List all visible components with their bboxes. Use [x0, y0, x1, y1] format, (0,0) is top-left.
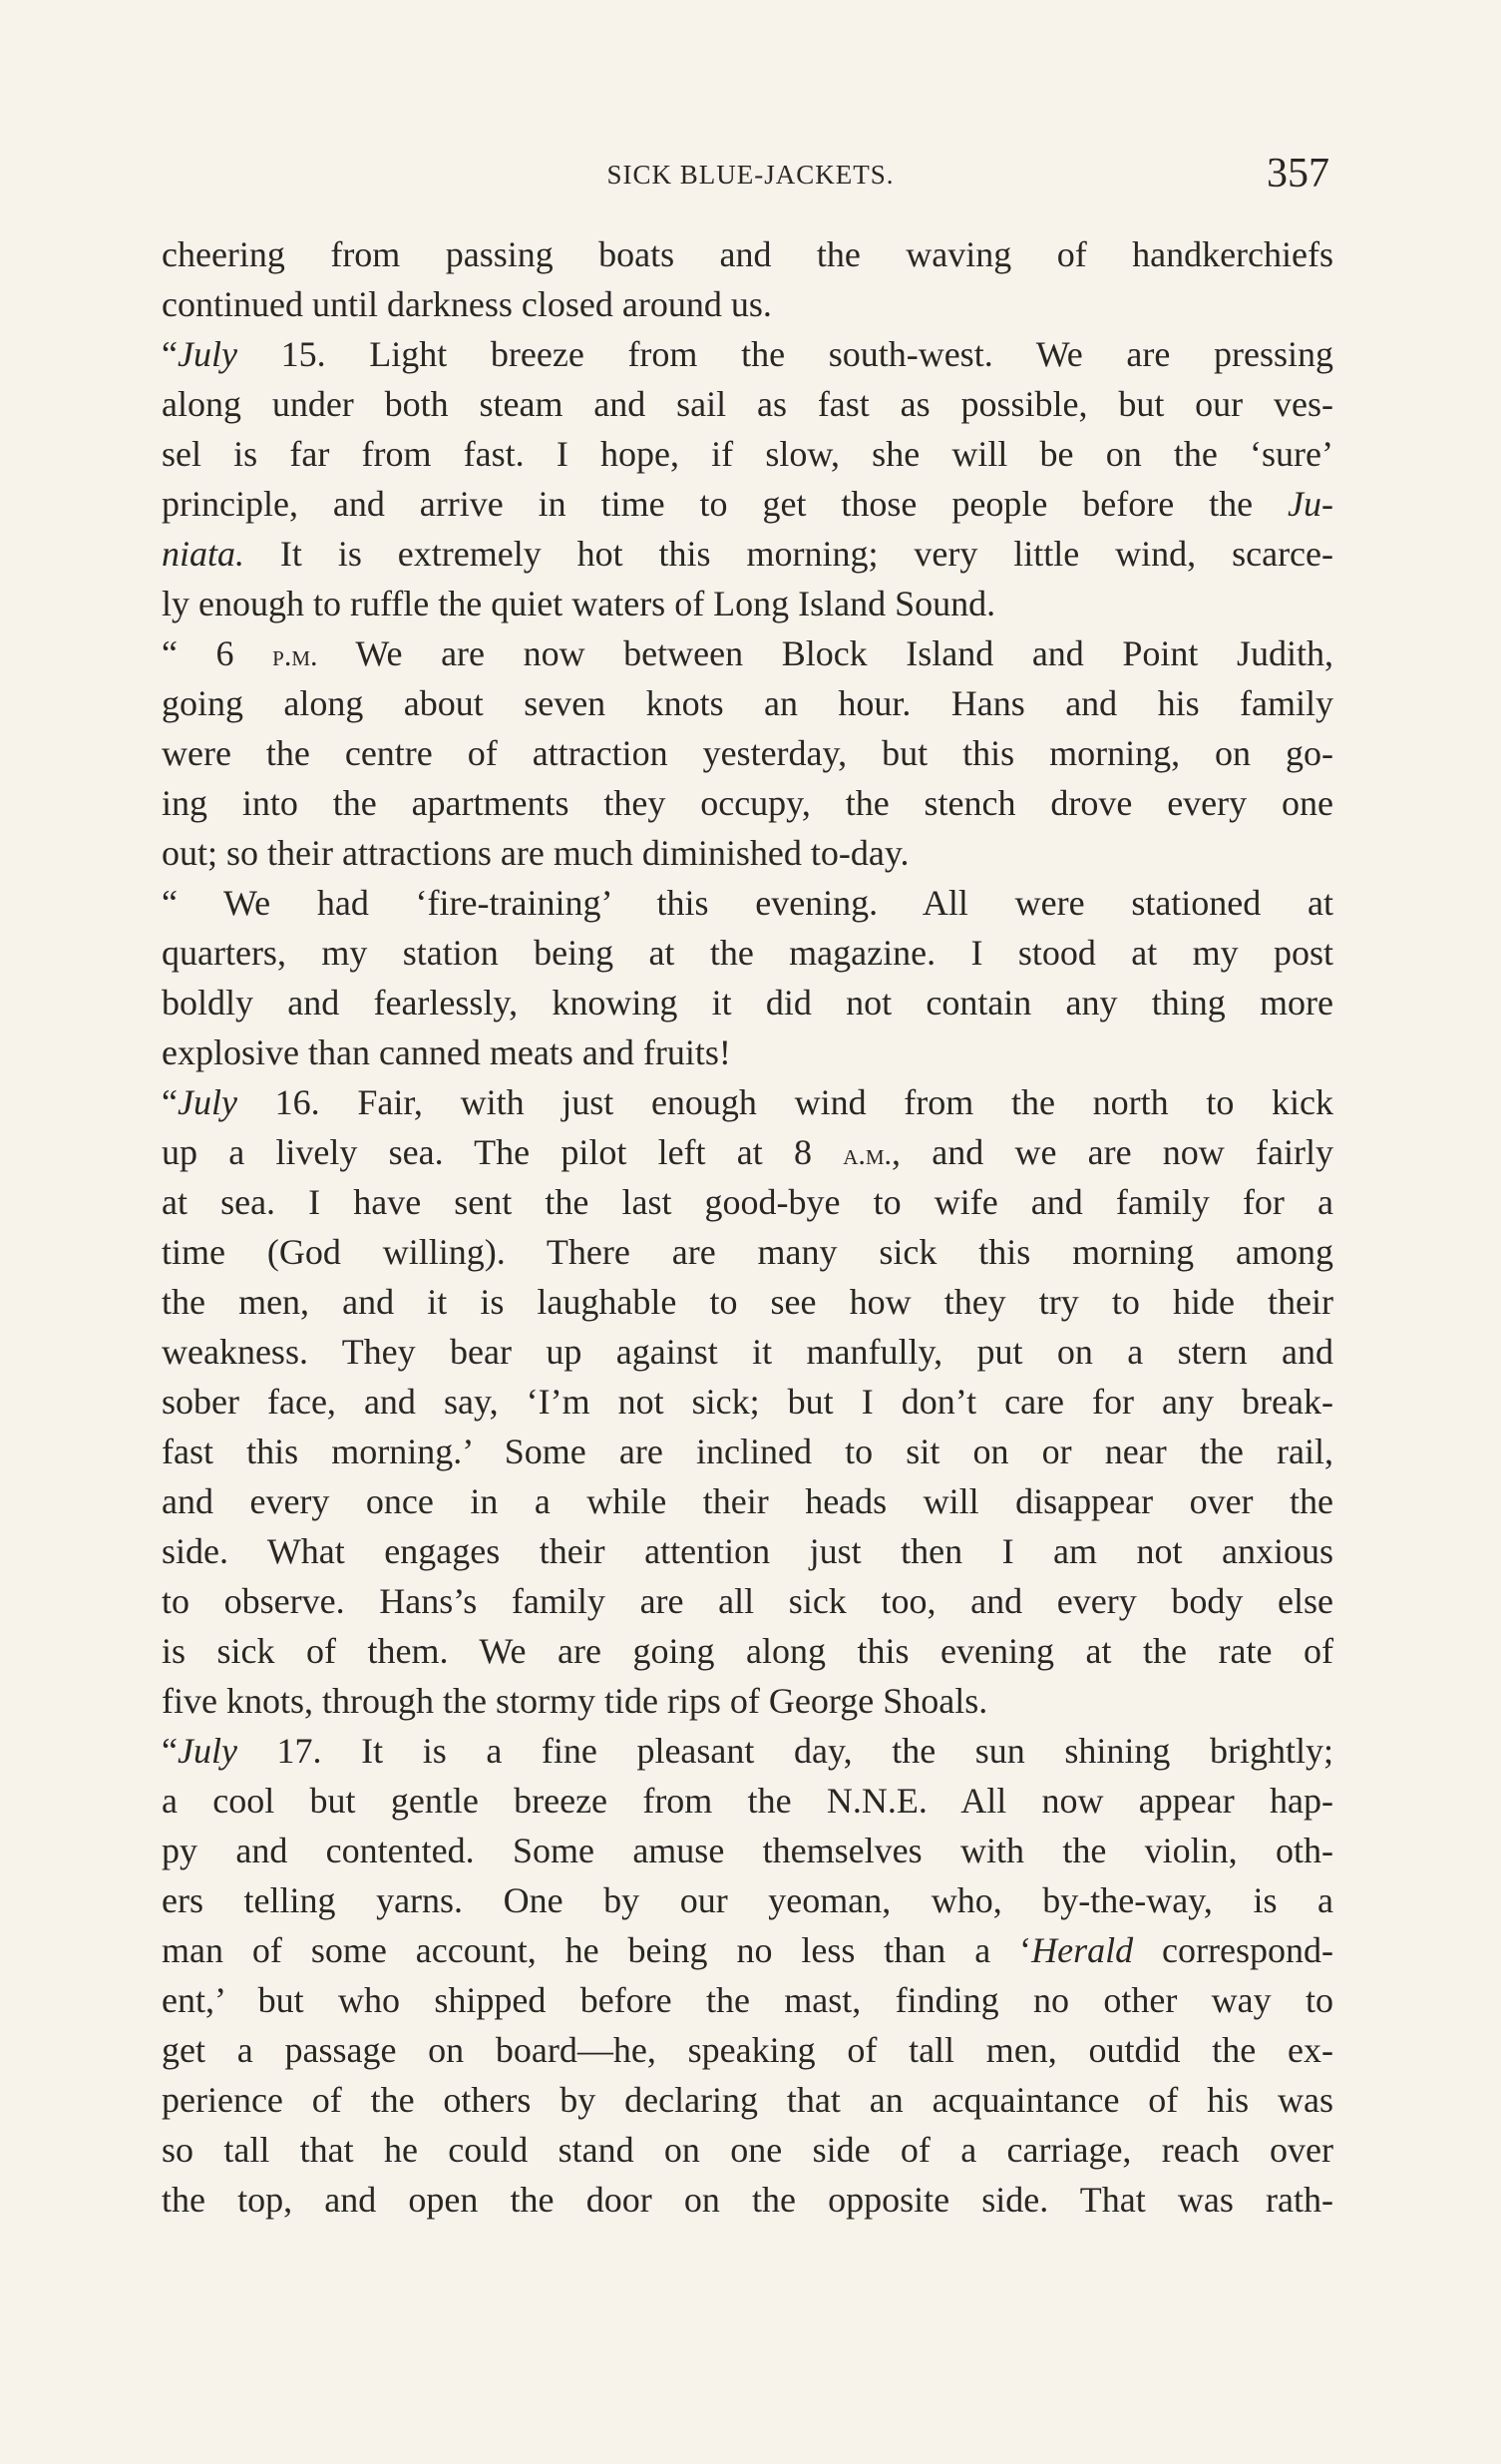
text-line [162, 878, 1333, 928]
text-segment: fast this morning.’ Some are inclined to sit on or near the rail, [162, 1432, 1333, 1471]
text-segment: is sick of them. We are going along this evening at the rate of [162, 1631, 1333, 1671]
text-segment: 15. Light breeze from the south-west. We are pressing [236, 334, 1333, 374]
text-line [162, 579, 1333, 628]
text-segment: and every once in a while their heads will disappear over the [162, 1481, 1333, 1521]
text-line [162, 529, 1333, 579]
text-line [162, 1576, 1333, 1626]
italic-text: July [177, 334, 237, 374]
text-line [162, 1476, 1333, 1526]
text-line [162, 1875, 1333, 1925]
text-line [162, 1377, 1333, 1427]
italic-text: Herald [1031, 1930, 1134, 1970]
text-segment: sober face, and say, ‘I’m not sick; but I don’t care for any break- [162, 1382, 1333, 1422]
italic-text: niata. [162, 534, 245, 574]
text-line [162, 678, 1333, 728]
text-segment: We are now between Block Island and Point Judith, [317, 633, 1333, 673]
text-segment: out; so their attractions are much diminished to-day. [162, 833, 910, 873]
text-line [162, 1726, 1333, 1776]
text-line [162, 1975, 1333, 2025]
text-segment: up a lively sea. The pilot left at 8 [162, 1132, 844, 1172]
text-segment: , and we are now fairly [892, 1132, 1333, 1172]
text-line [162, 329, 1333, 379]
text-line [162, 1077, 1333, 1127]
text-segment: boldly and fearlessly, knowing it did not contain any thing more [162, 983, 1333, 1023]
text-line [162, 1676, 1333, 1726]
text-segment: side. What engages their attention just then I am not anxious [162, 1531, 1333, 1571]
text-segment: man of some account, he being no less than a ‘ [162, 1930, 1032, 1970]
text-segment: ing into the apartments they occupy, the stench drove every one [162, 783, 1333, 823]
text-segment: explosive than canned meats and fruits! [162, 1032, 731, 1072]
text-line [162, 2075, 1333, 2125]
text-segment: time (God willing). There are many sick this morning among [162, 1232, 1333, 1272]
text-line [162, 1027, 1333, 1077]
text-segment: sel is far from fast. I hope, if slow, she will be on the ‘sure’ [162, 434, 1333, 474]
text-segment: 16. Fair, with just enough wind from the north to kick [236, 1082, 1333, 1122]
text-segment: the men, and it is laughable to see how they try to hide their [162, 1282, 1333, 1322]
text-line [162, 728, 1333, 778]
body-text [162, 229, 1333, 2225]
text-segment: “ [162, 334, 178, 374]
text-line [162, 1177, 1333, 1227]
text-line [162, 828, 1333, 878]
text-segment: principle, and arrive in time to get those people before the [162, 484, 1289, 524]
text-segment: get a passage on board—he, speaking of tall men, outdid the ex- [162, 2030, 1333, 2070]
text-line [162, 1427, 1333, 1476]
text-line [162, 1127, 1333, 1177]
italic-text: Ju- [1288, 484, 1333, 524]
text-line [162, 2025, 1333, 2075]
running-title: SICK BLUE-JACKETS. [606, 160, 895, 190]
text-line [162, 429, 1333, 479]
small-caps-text: a.m. [843, 1138, 893, 1171]
text-segment: ent,’ but who shipped before the mast, finding no other way to [162, 1980, 1333, 2020]
text-segment: cheering from passing boats and the waving of handkerchiefs [162, 234, 1333, 274]
text-line [162, 479, 1333, 529]
text-line [162, 978, 1333, 1027]
text-segment: going along about seven knots an hour. Hans and his family [162, 683, 1333, 723]
text-segment: the top, and open the door on the opposite side. That was rath- [162, 2180, 1333, 2220]
text-line [162, 1776, 1333, 1826]
text-line [162, 379, 1333, 429]
text-segment: so tall that he could stand on one side of a carriage, reach over [162, 2130, 1333, 2170]
text-segment: weakness. They bear up against it manfully, put on a stern and [162, 1332, 1333, 1372]
text-segment: continued until darkness closed around us. [162, 284, 772, 324]
text-line [162, 2175, 1333, 2225]
text-segment: were the centre of attraction yesterday, but this morning, on go- [162, 733, 1333, 773]
italic-text: July [177, 1731, 237, 1771]
page-number: 357 [1267, 151, 1329, 197]
text-segment: ers telling yarns. One by our yeoman, who, by-the-way, is a [162, 1880, 1333, 1920]
text-segment: perience of the others by declaring that an acquaintance of his was [162, 2080, 1333, 2120]
text-segment: correspond- [1133, 1930, 1333, 1970]
text-line [162, 1327, 1333, 1377]
small-caps-text: p.m. [272, 639, 318, 672]
text-segment: It is extremely hot this morning; very little wind, scarce- [244, 534, 1333, 574]
text-segment: py and contented. Some amuse themselves with the violin, oth- [162, 1831, 1333, 1870]
text-line [162, 1526, 1333, 1576]
text-line [162, 1227, 1333, 1277]
text-segment: quarters, my station being at the magazine. I stood at my post [162, 933, 1333, 973]
text-line [162, 928, 1333, 978]
text-segment: “ [162, 1082, 178, 1122]
text-line [162, 279, 1333, 329]
page-header [0, 150, 1501, 209]
text-segment: along under both steam and sail as fast as possible, but our ves- [162, 384, 1333, 424]
text-segment: a cool but gentle breeze from the N.N.E. All now appear hap- [162, 1781, 1333, 1821]
text-line [162, 1626, 1333, 1676]
italic-text: July [177, 1082, 237, 1122]
text-segment: five knots, through the stormy tide rips of George Shoals. [162, 1681, 988, 1721]
text-segment: to observe. Hans’s family are all sick too, and every body else [162, 1581, 1333, 1621]
text-segment: “ 6 [162, 633, 273, 673]
text-line [162, 1277, 1333, 1327]
text-line [162, 778, 1333, 828]
text-line [162, 229, 1333, 279]
text-segment: at sea. I have sent the last good-bye to wife and family for a [162, 1182, 1333, 1222]
text-segment: 17. It is a fine pleasant day, the sun shining brightly; [236, 1731, 1333, 1771]
text-line [162, 628, 1333, 678]
text-line [162, 1925, 1333, 1975]
text-segment: “ [162, 1731, 178, 1771]
text-segment: ly enough to ruffle the quiet waters of Long Island Sound. [162, 584, 996, 623]
text-segment: “ We had ‘fire-training’ this evening. All were stationed at [162, 883, 1333, 923]
text-line [162, 2125, 1333, 2175]
text-line [162, 1826, 1333, 1875]
